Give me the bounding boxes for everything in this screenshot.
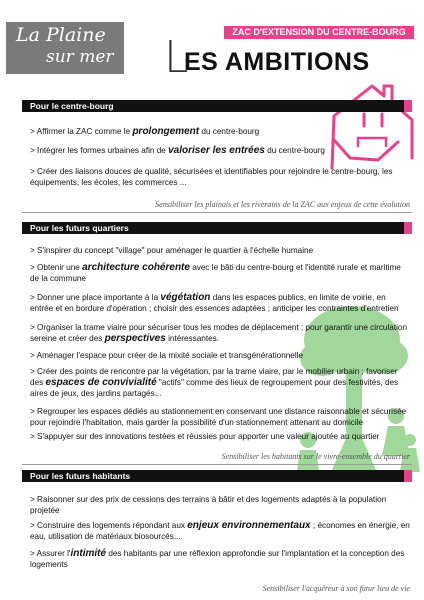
section-note: Sensibiliser les habitants sur le vivre-ensemble du quartier	[221, 452, 410, 461]
title-first-letter: L	[164, 32, 189, 83]
divider	[22, 212, 412, 213]
section-title: Pour les futurs habitants	[30, 471, 131, 481]
title-rest: ES AMBITIONS	[184, 48, 370, 76]
list-item: > Regrouper les espaces dédiés au stationnement en conservant une distance raisonnable et sécurisée pour rejoindre l'habitation, mais garder la possibilité d'un stationnement attenant au domicile	[30, 407, 407, 427]
list-item: > S'appuyer sur des innovations testées et réussies pour apporter une valeur ajoutée au quartier	[30, 432, 380, 441]
section-note: Sensibiliser l'acquéreur à son futur lieu de vie	[262, 584, 410, 593]
section-header-quartiers	[22, 222, 410, 234]
section-header-centre-bourg	[22, 100, 410, 112]
list-item: > Organiser la trame viaire pour sécuriser tous les modes de déplacement ; pour garantir une circulation sereine et créer des perspectives intéressantes.	[30, 323, 408, 344]
section-accent	[404, 222, 412, 234]
list-item: > Affirmer la ZAC comme le prolongement du centre-bourg	[30, 126, 260, 137]
list-item: > Aménager l'espace pour créer de la mixité sociale et transgénérationnelle	[30, 351, 304, 360]
list-item: > Construire des logements répondant aux enjeux environnementaux ; économes en énergie, en eau, utilisation de matériaux biosourcés...	[30, 520, 410, 541]
house-illustration	[326, 80, 418, 170]
list-item: > Créer des points de rencontre par la végétation, par la trame viaire, par le mobilier urbain ; favoriser des espaces de convivialité "actifs" comme des lieux de regroupement pour des festivités, des aires de jeux, des jardins partagés...	[30, 367, 399, 398]
section-accent	[404, 100, 412, 112]
list-item: > Créer des liaisons douces de qualité, sécurisées et identifiables pour rejoindre le centre-bourg, les équipements, les écoles, les commerces ...	[30, 167, 393, 187]
section-note: Sensibiliser les plainais et les riverains de la ZAC aux enjeux de cette évolution	[155, 200, 410, 209]
logo-line-1: La Plaine	[16, 24, 106, 46]
logo-line-2: sur mer	[46, 47, 114, 67]
section-accent	[404, 470, 412, 482]
list-item: > Assurer l'intimité des habitants par une réflexion approfondie sur l'implantation et la conception des logements	[30, 548, 405, 569]
section-header-habitants	[22, 470, 410, 482]
section-title: Pour les futurs quartiers	[30, 223, 129, 233]
zac-banner: ZAC D'EXTENSION DU CENTRE-BOURG	[224, 26, 414, 39]
list-item: > Raisonner sur des prix de cessions des terrains à bâtir et des logements adaptés à la population projetée	[30, 495, 387, 515]
logo	[6, 22, 124, 74]
list-item: > S'inspirer du concept "village" pour aménager le quartier à l'échelle humaine	[30, 246, 314, 255]
list-item: > Donner une place importante à la végétation dans les espaces publics, en limite de voirie, en entrée et en bordure d'opération ; choisir des essences adaptées ; anticiper les contraintes d'entretien	[30, 292, 399, 313]
list-item: > Obtenir une architecture cohérente avec le bâti du centre-bourg et l'identité rurale et maritime de la commune	[30, 262, 401, 283]
list-item: > Intégrer les formes urbaines afin de valoriser les entrées du centre-bourg	[30, 145, 325, 156]
section-title: Pour le centre-bourg	[30, 101, 114, 111]
divider	[22, 464, 412, 465]
